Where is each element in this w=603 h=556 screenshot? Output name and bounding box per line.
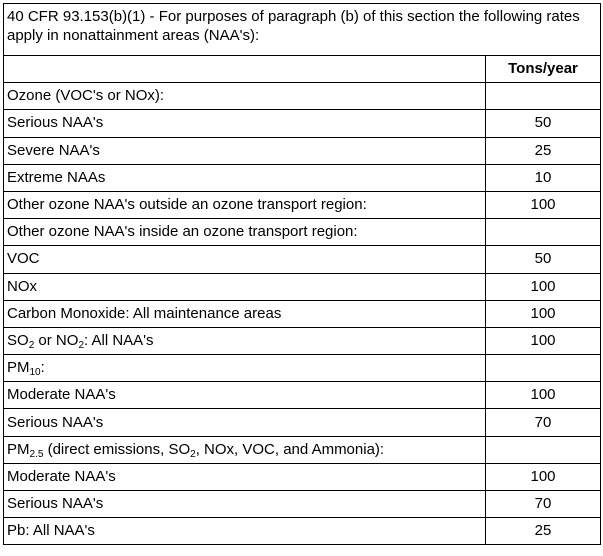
row-label: Moderate NAA's	[4, 382, 486, 409]
table-caption: 40 CFR 93.153(b)(1) - For purposes of paragraph (b) of this section the following rates apply in nonattainment areas (NAA's):	[4, 4, 601, 56]
table-row	[4, 355, 601, 382]
row-value: 10	[486, 164, 601, 191]
row-value: 100	[486, 273, 601, 300]
header-row	[4, 56, 601, 83]
row-label: Carbon Monoxide: All maintenance areas	[4, 300, 486, 327]
table-row	[4, 219, 601, 246]
table-row	[4, 327, 601, 354]
row-value: 25	[486, 518, 601, 545]
row-label	[4, 355, 486, 382]
row-value: 50	[486, 110, 601, 137]
row-value: 25	[486, 137, 601, 164]
row-value	[486, 436, 601, 463]
row-label: Extreme NAAs	[4, 164, 486, 191]
row-label: VOC	[4, 246, 486, 273]
table-row	[4, 137, 601, 164]
row-label: Ozone (VOC's or NOx):	[4, 83, 486, 110]
tons-per-year-header: Tons/year	[486, 56, 601, 83]
subscript: 2.5	[29, 448, 44, 460]
row-value	[486, 355, 601, 382]
label-text: (direct emissions, SO	[43, 440, 191, 458]
table-row	[4, 409, 601, 436]
table-row	[4, 436, 601, 463]
row-label: Serious NAA's	[4, 491, 486, 518]
row-label	[4, 436, 486, 463]
label-text: :	[40, 359, 45, 377]
row-label: Other ozone NAA's inside an ozone transport region:	[4, 219, 486, 246]
table-row	[4, 246, 601, 273]
subscript: 10	[29, 367, 41, 379]
row-value: 100	[486, 463, 601, 490]
row-value	[486, 219, 601, 246]
row-value: 70	[486, 491, 601, 518]
table-row	[4, 491, 601, 518]
row-value: 100	[486, 300, 601, 327]
row-label: Moderate NAA's	[4, 463, 486, 490]
header-empty-cell	[4, 56, 486, 83]
label-text: : All NAA's	[84, 331, 154, 349]
row-value: 70	[486, 409, 601, 436]
label-text: PM	[7, 359, 30, 377]
subscript: 2	[28, 339, 35, 351]
subscript: 2	[190, 448, 196, 460]
row-label: NOx	[4, 273, 486, 300]
row-value	[486, 83, 601, 110]
table-row	[4, 273, 601, 300]
table-row	[4, 164, 601, 191]
label-text: or NO	[34, 331, 79, 349]
table-row	[4, 300, 601, 327]
row-value: 100	[486, 327, 601, 354]
row-label: Serious NAA's	[4, 110, 486, 137]
table-row	[4, 110, 601, 137]
table-row	[4, 191, 601, 218]
label-text: SO	[7, 331, 29, 349]
row-value: 100	[486, 191, 601, 218]
row-label: Pb: All NAA's	[4, 518, 486, 545]
emission-rates-table	[3, 3, 601, 545]
caption-row	[4, 4, 601, 56]
label-text: PM	[7, 440, 30, 458]
row-value: 50	[486, 246, 601, 273]
row-label	[4, 327, 486, 354]
table-row	[4, 463, 601, 490]
row-label: Other ozone NAA's outside an ozone transport region:	[4, 191, 486, 218]
subscript: 2	[78, 339, 84, 351]
table-row	[4, 518, 601, 545]
label-text: , NOx, VOC, and Ammonia):	[195, 440, 385, 458]
table-row	[4, 382, 601, 409]
row-label: Severe NAA's	[4, 137, 486, 164]
table-row	[4, 83, 601, 110]
row-label: Serious NAA's	[4, 409, 486, 436]
row-value: 100	[486, 382, 601, 409]
